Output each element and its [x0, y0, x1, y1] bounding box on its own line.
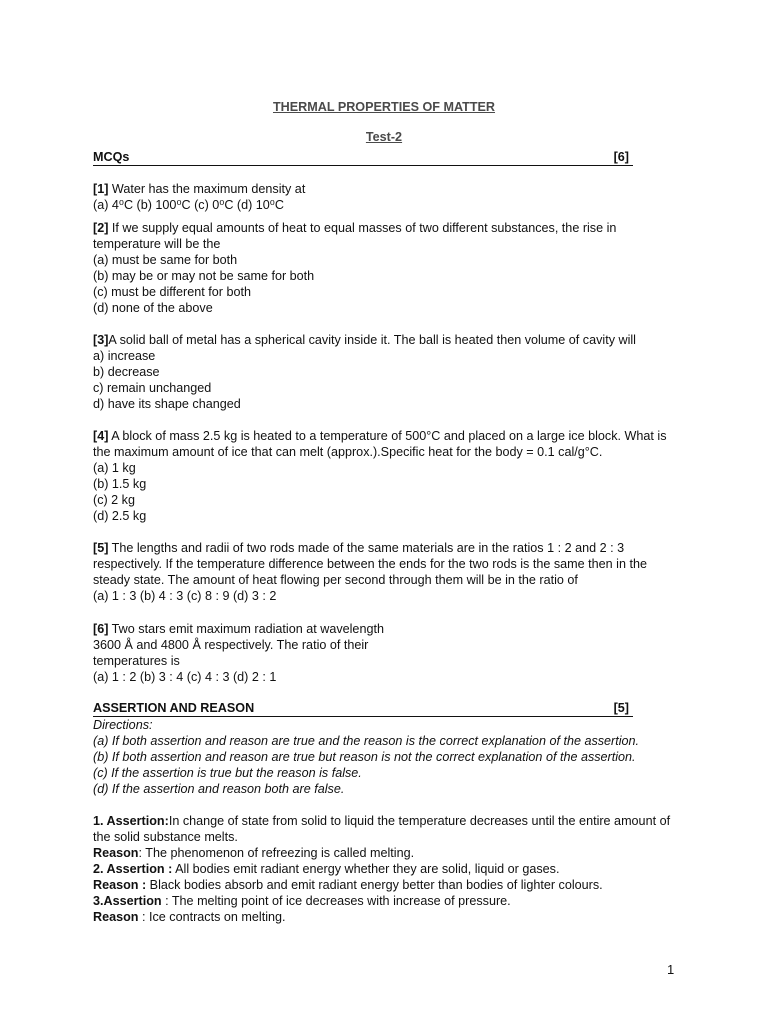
reason-label: Reason — [93, 846, 139, 860]
direction-item: (a) If both assertion and reason are true and the reason is the correct explanation of the assertion. — [93, 734, 640, 748]
assertion-label: 2. Assertion : — [93, 862, 173, 876]
reason-label: Reason : — [93, 878, 147, 892]
question-options: (a) 1 : 2 (b) 3 : 4 (c) 4 : 3 (d) 2 : 1 — [93, 670, 277, 684]
test-subtitle: Test-2 — [365, 130, 403, 144]
assertion-text: : The melting point of ice decreases with increase of pressure. — [161, 894, 511, 908]
option: b) decrease — [93, 365, 160, 379]
reason-label: Reason — [93, 910, 139, 924]
question-number: [5] — [93, 541, 109, 555]
page-number: 1 — [667, 962, 675, 977]
option: (d) 2.5 kg — [93, 509, 147, 523]
question-text: 3600 Å and 4800 Å respectively. The ratio of their — [93, 638, 369, 652]
mcq-section-label: MCQs — [93, 150, 130, 164]
question-text: A solid ball of metal has a spherical cavity inside it. The ball is heated then volume of cavity will — [108, 333, 636, 347]
direction-item: (c) If the assertion is true but the reason is false. — [93, 766, 362, 780]
ar-section-marks: [5] — [613, 701, 629, 715]
question-4 — [93, 428, 683, 524]
directions-label: Directions: — [93, 718, 153, 732]
option: (d) none of the above — [93, 301, 213, 315]
option: (b) 1.5 kg — [93, 477, 147, 491]
assertion-list — [93, 813, 683, 925]
question-text: temperatures is — [93, 654, 180, 668]
question-options: (a) 4⁰C (b) 100⁰C (c) 0⁰C (d) 10⁰C — [93, 198, 284, 212]
question-3 — [93, 332, 683, 412]
assertion-text: In change of state from solid to liquid the temperature decreases until the entire amount of the solid substance melts. — [93, 814, 671, 844]
reason-3 — [93, 909, 683, 925]
assertion-2 — [93, 861, 683, 877]
reason-2 — [93, 877, 683, 893]
direction-item: (d) If the assertion and reason both are false. — [93, 782, 345, 796]
question-number: [6] — [93, 622, 109, 636]
ar-section-header — [93, 701, 633, 717]
option: d) have its shape changed — [93, 397, 241, 411]
directions — [93, 717, 683, 797]
ar-section-label: ASSERTION AND REASON — [93, 701, 255, 715]
reason-1 — [93, 845, 683, 861]
page-title: THERMAL PROPERTIES OF MATTER — [272, 100, 496, 114]
assertion-label: 1. Assertion: — [93, 814, 169, 828]
question-options: (a) 1 : 3 (b) 4 : 3 (c) 8 : 9 (d) 3 : 2 — [93, 589, 277, 603]
reason-text: : The phenomenon of refreezing is called melting. — [138, 846, 415, 860]
mcq-section-header — [93, 150, 633, 166]
question-number: [1] — [93, 182, 109, 196]
assertion-1 — [93, 813, 683, 845]
option: (b) may be or may not be same for both — [93, 269, 315, 283]
assertion-label: 3.Assertion — [93, 894, 162, 908]
option: (c) 2 kg — [93, 493, 135, 507]
direction-item: (b) If both assertion and reason are true but reason is not the correct explanation of the assertion. — [93, 750, 636, 764]
question-2 — [93, 220, 683, 316]
assertion-text: All bodies emit radiant energy whether they are solid, liquid or gases. — [172, 862, 560, 876]
question-number: [4] — [93, 429, 109, 443]
reason-text: : Ice contracts on melting. — [138, 910, 286, 924]
question-number: [3] — [93, 333, 109, 347]
option: (a) 1 kg — [93, 461, 136, 475]
option: (c) must be different for both — [93, 285, 251, 299]
question-number: [2] — [93, 221, 109, 235]
question-1 — [93, 181, 683, 213]
option: c) remain unchanged — [93, 381, 212, 395]
question-text: The lengths and radii of two rods made of the same materials are in the ratios 1 : 2 and 2 : 3 respectively. If the temperature difference between the ends for the two rods is the same then in the steady state. The amount of heat flowing per second through them will be in the ratio of — [93, 541, 647, 587]
reason-text: Black bodies absorb and emit radiant energy better than bodies of lighter colours. — [146, 878, 603, 892]
question-6 — [93, 621, 683, 685]
option: a) increase — [93, 349, 156, 363]
question-text: If we supply equal amounts of heat to equal masses of two different substances, the rise in temperature will be the — [93, 221, 617, 251]
mcq-section-marks: [6] — [613, 150, 629, 164]
question-text: Two stars emit maximum radiation at wavelength — [108, 622, 384, 636]
question-text: A block of mass 2.5 kg is heated to a temperature of 500°C and placed on a large ice block. What is the maximum amount of ice that can melt (approx.).Specific heat for the body = 0.1 cal/g°C. — [93, 429, 667, 459]
question-5 — [93, 540, 683, 604]
assertion-3 — [93, 893, 683, 909]
question-text: Water has the maximum density at — [108, 182, 306, 196]
option: (a) must be same for both — [93, 253, 238, 267]
